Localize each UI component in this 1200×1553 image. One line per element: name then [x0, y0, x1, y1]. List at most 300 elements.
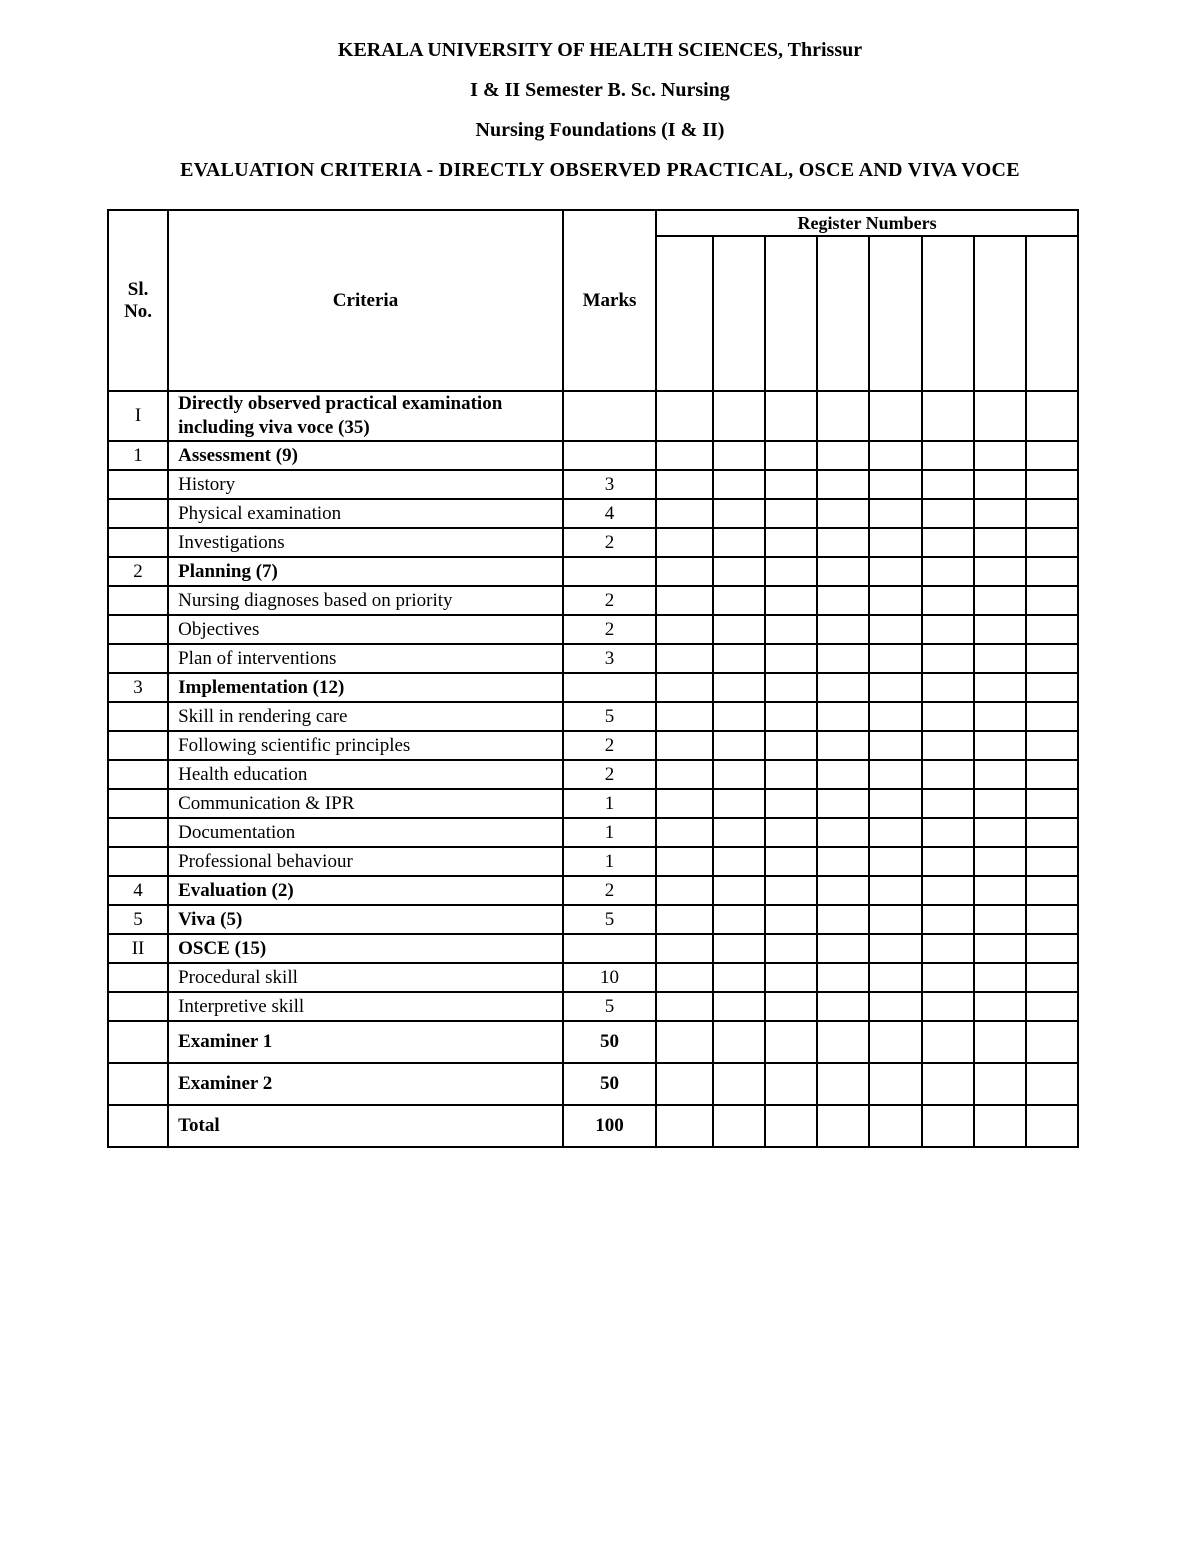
marks-cell: 4: [563, 499, 656, 528]
score-cell[interactable]: [713, 615, 765, 644]
score-cell[interactable]: [713, 528, 765, 557]
register-number-input[interactable]: [974, 236, 1026, 391]
register-number-input[interactable]: [1026, 236, 1078, 391]
criteria-cell: Planning (7): [168, 557, 563, 586]
score-cell[interactable]: [869, 934, 921, 963]
score-cell[interactable]: [817, 1021, 869, 1063]
score-cell[interactable]: [869, 673, 921, 702]
score-cell[interactable]: [656, 1105, 713, 1147]
sl-no-cell: [108, 644, 168, 673]
score-cell[interactable]: [1026, 441, 1078, 470]
score-cell[interactable]: [974, 818, 1026, 847]
marks-cell: 5: [563, 905, 656, 934]
criteria-cell: Viva (5): [168, 905, 563, 934]
score-cell[interactable]: [869, 847, 921, 876]
score-cell[interactable]: [713, 644, 765, 673]
criteria-cell: Investigations: [168, 528, 563, 557]
score-cell[interactable]: [922, 934, 974, 963]
sl-no-cell: 2: [108, 557, 168, 586]
score-cell[interactable]: [713, 731, 765, 760]
register-number-input[interactable]: [869, 236, 921, 391]
score-cell[interactable]: [765, 644, 817, 673]
score-cell[interactable]: [869, 499, 921, 528]
score-cell[interactable]: [765, 557, 817, 586]
criteria-cell: Following scientific principles: [168, 731, 563, 760]
score-cell[interactable]: [713, 1063, 765, 1105]
score-cell[interactable]: [974, 992, 1026, 1021]
score-cell[interactable]: [869, 441, 921, 470]
criteria-cell: Objectives: [168, 615, 563, 644]
score-cell[interactable]: [1026, 992, 1078, 1021]
marks-cell: 2: [563, 760, 656, 789]
marks-cell: 1: [563, 818, 656, 847]
score-cell[interactable]: [869, 1021, 921, 1063]
score-cell[interactable]: [869, 615, 921, 644]
sl-no-cell: [108, 760, 168, 789]
sl-no-cell: [108, 789, 168, 818]
marks-cell: 100: [563, 1105, 656, 1147]
score-cell[interactable]: [817, 470, 869, 499]
score-cell[interactable]: [765, 470, 817, 499]
marks-cell: 2: [563, 586, 656, 615]
score-cell[interactable]: [869, 789, 921, 818]
table-row: [108, 847, 1078, 876]
marks-cell: 2: [563, 528, 656, 557]
score-cell[interactable]: [817, 847, 869, 876]
score-cell[interactable]: [765, 789, 817, 818]
score-cell[interactable]: [974, 760, 1026, 789]
table-row: [108, 905, 1078, 934]
sl-no-cell: [108, 847, 168, 876]
criteria-cell: Health education: [168, 760, 563, 789]
score-cell[interactable]: [765, 1063, 817, 1105]
register-number-input[interactable]: [817, 236, 869, 391]
score-cell[interactable]: [713, 905, 765, 934]
score-cell[interactable]: [1026, 557, 1078, 586]
score-cell[interactable]: [922, 876, 974, 905]
score-cell[interactable]: [1026, 818, 1078, 847]
score-cell[interactable]: [974, 673, 1026, 702]
criteria-cell: Evaluation (2): [168, 876, 563, 905]
sl-no-cell: II: [108, 934, 168, 963]
marks-cell: 3: [563, 470, 656, 499]
table-row: [108, 760, 1078, 789]
score-cell[interactable]: [656, 673, 713, 702]
sl-no-cell: [108, 1105, 168, 1147]
marks-cell: 5: [563, 992, 656, 1021]
score-cell[interactable]: [656, 731, 713, 760]
score-cell[interactable]: [922, 470, 974, 499]
sl-no-cell: 5: [108, 905, 168, 934]
score-cell[interactable]: [974, 528, 1026, 557]
score-cell[interactable]: [922, 789, 974, 818]
score-cell[interactable]: [713, 470, 765, 499]
score-cell[interactable]: [765, 441, 817, 470]
score-cell[interactable]: [656, 391, 713, 441]
score-cell[interactable]: [765, 934, 817, 963]
table-row: [108, 499, 1078, 528]
score-cell[interactable]: [869, 557, 921, 586]
score-cell[interactable]: [713, 789, 765, 818]
score-cell[interactable]: [1026, 586, 1078, 615]
score-cell[interactable]: [713, 847, 765, 876]
criteria-cell: Documentation: [168, 818, 563, 847]
score-cell[interactable]: [765, 963, 817, 992]
marks-cell: [563, 934, 656, 963]
score-cell[interactable]: [974, 615, 1026, 644]
score-cell[interactable]: [869, 644, 921, 673]
criteria-cell: Examiner 2: [168, 1063, 563, 1105]
table-row: [108, 934, 1078, 963]
score-cell[interactable]: [922, 528, 974, 557]
score-cell[interactable]: [922, 615, 974, 644]
score-cell[interactable]: [1026, 905, 1078, 934]
criteria-cell: Assessment (9): [168, 441, 563, 470]
criteria-cell: Physical examination: [168, 499, 563, 528]
score-cell[interactable]: [656, 934, 713, 963]
evaluation-table: [107, 209, 1079, 1148]
score-cell[interactable]: [1026, 391, 1078, 441]
score-cell[interactable]: [656, 789, 713, 818]
score-cell[interactable]: [974, 1105, 1026, 1147]
score-cell[interactable]: [922, 847, 974, 876]
score-cell[interactable]: [817, 615, 869, 644]
table-body: [108, 391, 1078, 1147]
score-cell[interactable]: [974, 1063, 1026, 1105]
score-cell[interactable]: [817, 391, 869, 441]
criteria-cell: Implementation (12): [168, 673, 563, 702]
score-cell[interactable]: [656, 1021, 713, 1063]
sl-no-cell: [108, 470, 168, 499]
score-cell[interactable]: [1026, 1063, 1078, 1105]
criteria-cell: Skill in rendering care: [168, 702, 563, 731]
score-cell[interactable]: [765, 499, 817, 528]
score-cell[interactable]: [817, 441, 869, 470]
score-cell[interactable]: [1026, 499, 1078, 528]
score-cell[interactable]: [869, 1105, 921, 1147]
table-row: [108, 992, 1078, 1021]
table-row: [108, 789, 1078, 818]
score-cell[interactable]: [656, 499, 713, 528]
score-cell[interactable]: [974, 499, 1026, 528]
score-cell[interactable]: [817, 1063, 869, 1105]
marks-cell: [563, 391, 656, 441]
score-cell[interactable]: [974, 1021, 1026, 1063]
score-cell[interactable]: [1026, 847, 1078, 876]
score-cell[interactable]: [974, 586, 1026, 615]
score-cell[interactable]: [817, 934, 869, 963]
score-cell[interactable]: [817, 905, 869, 934]
marks-cell: 50: [563, 1021, 656, 1063]
criteria-cell: Professional behaviour: [168, 847, 563, 876]
marks-cell: 2: [563, 731, 656, 760]
sl-no-cell: I: [108, 391, 168, 441]
sl-no-cell: [108, 499, 168, 528]
score-cell[interactable]: [765, 615, 817, 644]
score-cell[interactable]: [922, 760, 974, 789]
score-cell[interactable]: [656, 905, 713, 934]
score-cell[interactable]: [713, 992, 765, 1021]
marks-cell: 5: [563, 702, 656, 731]
marks-cell: 3: [563, 644, 656, 673]
score-cell[interactable]: [869, 760, 921, 789]
score-cell[interactable]: [974, 702, 1026, 731]
score-cell[interactable]: [922, 673, 974, 702]
score-cell[interactable]: [817, 963, 869, 992]
score-cell[interactable]: [922, 499, 974, 528]
score-cell[interactable]: [1026, 673, 1078, 702]
score-cell[interactable]: [1026, 789, 1078, 818]
score-cell[interactable]: [922, 818, 974, 847]
table-row: [108, 876, 1078, 905]
criteria-cell: History: [168, 470, 563, 499]
score-cell[interactable]: [922, 644, 974, 673]
score-cell[interactable]: [713, 876, 765, 905]
score-cell[interactable]: [713, 1021, 765, 1063]
score-cell[interactable]: [817, 586, 869, 615]
table-row: [108, 731, 1078, 760]
criteria-cell: Examiner 1: [168, 1021, 563, 1063]
register-number-input[interactable]: [922, 236, 974, 391]
score-cell[interactable]: [817, 789, 869, 818]
score-cell[interactable]: [817, 499, 869, 528]
table-row: [108, 702, 1078, 731]
sl-no-cell: [108, 586, 168, 615]
score-cell[interactable]: [1026, 470, 1078, 499]
register-number-input[interactable]: [656, 236, 713, 391]
score-cell[interactable]: [765, 905, 817, 934]
score-cell[interactable]: [974, 731, 1026, 760]
table-row: [108, 586, 1078, 615]
table-row: [108, 391, 1078, 441]
table-row: [108, 1021, 1078, 1063]
score-cell[interactable]: [713, 673, 765, 702]
score-cell[interactable]: [713, 586, 765, 615]
marks-cell: [563, 673, 656, 702]
score-cell[interactable]: [713, 441, 765, 470]
score-cell[interactable]: [656, 615, 713, 644]
register-number-input[interactable]: [713, 236, 765, 391]
score-cell[interactable]: [713, 557, 765, 586]
score-cell[interactable]: [817, 731, 869, 760]
score-cell[interactable]: [922, 391, 974, 441]
score-cell[interactable]: [869, 391, 921, 441]
score-cell[interactable]: [817, 528, 869, 557]
score-cell[interactable]: [656, 557, 713, 586]
score-cell[interactable]: [922, 1105, 974, 1147]
score-cell[interactable]: [1026, 934, 1078, 963]
score-cell[interactable]: [1026, 731, 1078, 760]
score-cell[interactable]: [817, 992, 869, 1021]
table-row: [108, 1105, 1078, 1147]
score-cell[interactable]: [817, 760, 869, 789]
table-header: [108, 210, 1078, 391]
score-cell[interactable]: [656, 702, 713, 731]
score-cell[interactable]: [765, 391, 817, 441]
score-cell[interactable]: [765, 1021, 817, 1063]
score-cell[interactable]: [974, 644, 1026, 673]
score-cell[interactable]: [713, 963, 765, 992]
score-cell[interactable]: [974, 847, 1026, 876]
score-cell[interactable]: [974, 557, 1026, 586]
score-cell[interactable]: [656, 992, 713, 1021]
score-cell[interactable]: [817, 876, 869, 905]
criteria-cell: Nursing diagnoses based on priority: [168, 586, 563, 615]
score-cell[interactable]: [922, 702, 974, 731]
score-cell[interactable]: [765, 876, 817, 905]
score-cell[interactable]: [656, 847, 713, 876]
score-cell[interactable]: [922, 905, 974, 934]
score-cell[interactable]: [656, 470, 713, 499]
score-cell[interactable]: [1026, 963, 1078, 992]
score-cell[interactable]: [1026, 1021, 1078, 1063]
criteria-cell: OSCE (15): [168, 934, 563, 963]
score-cell[interactable]: [869, 528, 921, 557]
score-cell[interactable]: [713, 1105, 765, 1147]
marks-cell: 10: [563, 963, 656, 992]
score-cell[interactable]: [765, 731, 817, 760]
score-cell[interactable]: [1026, 760, 1078, 789]
marks-header: Marks: [563, 210, 656, 391]
score-cell[interactable]: [1026, 644, 1078, 673]
score-cell[interactable]: [656, 644, 713, 673]
score-cell[interactable]: [817, 644, 869, 673]
score-cell[interactable]: [1026, 702, 1078, 731]
score-cell[interactable]: [869, 470, 921, 499]
score-cell[interactable]: [656, 818, 713, 847]
sl-no-cell: [108, 528, 168, 557]
table-row: [108, 963, 1078, 992]
score-cell[interactable]: [765, 818, 817, 847]
score-cell[interactable]: [869, 905, 921, 934]
score-cell[interactable]: [1026, 876, 1078, 905]
score-cell[interactable]: [713, 818, 765, 847]
table-row: [108, 528, 1078, 557]
score-cell[interactable]: [765, 673, 817, 702]
score-cell[interactable]: [922, 586, 974, 615]
score-cell[interactable]: [1026, 615, 1078, 644]
score-cell[interactable]: [922, 441, 974, 470]
score-cell[interactable]: [817, 818, 869, 847]
score-cell[interactable]: [713, 934, 765, 963]
semester-title: I & II Semester B. Sc. Nursing: [470, 79, 730, 101]
score-cell[interactable]: [922, 1063, 974, 1105]
score-cell[interactable]: [974, 905, 1026, 934]
sl-no-cell: 1: [108, 441, 168, 470]
criteria-title: EVALUATION CRITERIA - DIRECTLY OBSERVED PRACTICAL, OSCE AND VIVA VOCE: [180, 159, 1020, 181]
score-cell[interactable]: [922, 1021, 974, 1063]
marks-cell: [563, 441, 656, 470]
sl-no-cell: [108, 1021, 168, 1063]
score-cell[interactable]: [765, 760, 817, 789]
score-cell[interactable]: [765, 528, 817, 557]
score-cell[interactable]: [656, 528, 713, 557]
score-cell[interactable]: [713, 391, 765, 441]
table-row: [108, 441, 1078, 470]
criteria-cell: Plan of interventions: [168, 644, 563, 673]
score-cell[interactable]: [869, 731, 921, 760]
score-cell[interactable]: [656, 876, 713, 905]
score-cell[interactable]: [869, 876, 921, 905]
score-cell[interactable]: [817, 1105, 869, 1147]
score-cell[interactable]: [974, 963, 1026, 992]
score-cell[interactable]: [869, 992, 921, 1021]
score-cell[interactable]: [869, 818, 921, 847]
university-title: KERALA UNIVERSITY OF HEALTH SCIENCES, Thrissur: [337, 39, 863, 61]
score-cell[interactable]: [713, 760, 765, 789]
sl-no-cell: [108, 615, 168, 644]
score-cell[interactable]: [656, 1063, 713, 1105]
score-cell[interactable]: [656, 963, 713, 992]
score-cell[interactable]: [922, 557, 974, 586]
score-cell[interactable]: [974, 391, 1026, 441]
criteria-cell: Interpretive skill: [168, 992, 563, 1021]
score-cell[interactable]: [869, 586, 921, 615]
table-row: [108, 644, 1078, 673]
marks-cell: 2: [563, 876, 656, 905]
sl-no-header: Sl. No.: [108, 210, 168, 391]
score-cell[interactable]: [869, 702, 921, 731]
sl-no-cell: [108, 963, 168, 992]
score-cell[interactable]: [974, 789, 1026, 818]
score-cell[interactable]: [817, 702, 869, 731]
register-numbers-header: Register Numbers: [656, 210, 1078, 236]
criteria-cell: Communication & IPR: [168, 789, 563, 818]
score-cell[interactable]: [974, 876, 1026, 905]
score-cell[interactable]: [765, 992, 817, 1021]
marks-cell: [563, 557, 656, 586]
criteria-cell: Directly observed practical examination including viva voce (35): [168, 391, 563, 441]
sl-no-cell: 3: [108, 673, 168, 702]
score-cell[interactable]: [817, 673, 869, 702]
score-cell[interactable]: [922, 992, 974, 1021]
score-cell[interactable]: [1026, 528, 1078, 557]
criteria-header: Criteria: [168, 210, 563, 391]
score-cell[interactable]: [974, 441, 1026, 470]
score-cell[interactable]: [656, 760, 713, 789]
score-cell[interactable]: [922, 963, 974, 992]
table-row: [108, 557, 1078, 586]
score-cell[interactable]: [713, 702, 765, 731]
score-cell[interactable]: [1026, 1105, 1078, 1147]
sl-no-cell: [108, 702, 168, 731]
score-cell[interactable]: [656, 441, 713, 470]
criteria-cell: Total: [168, 1105, 563, 1147]
score-cell[interactable]: [817, 557, 869, 586]
table-row: [108, 615, 1078, 644]
table-row: [108, 673, 1078, 702]
marks-cell: 2: [563, 615, 656, 644]
score-cell[interactable]: [869, 1063, 921, 1105]
score-cell[interactable]: [765, 1105, 817, 1147]
subject-title: Nursing Foundations (I & II): [475, 119, 725, 141]
score-cell[interactable]: [765, 702, 817, 731]
score-cell[interactable]: [765, 586, 817, 615]
criteria-cell: Procedural skill: [168, 963, 563, 992]
score-cell[interactable]: [974, 934, 1026, 963]
sl-no-cell: [108, 992, 168, 1021]
sl-no-cell: [108, 1063, 168, 1105]
score-cell[interactable]: [869, 963, 921, 992]
score-cell[interactable]: [765, 847, 817, 876]
score-cell[interactable]: [974, 470, 1026, 499]
score-cell[interactable]: [656, 586, 713, 615]
register-number-input[interactable]: [765, 236, 817, 391]
table-row: [108, 1063, 1078, 1105]
score-cell[interactable]: [922, 731, 974, 760]
sl-no-cell: [108, 818, 168, 847]
score-cell[interactable]: [713, 499, 765, 528]
